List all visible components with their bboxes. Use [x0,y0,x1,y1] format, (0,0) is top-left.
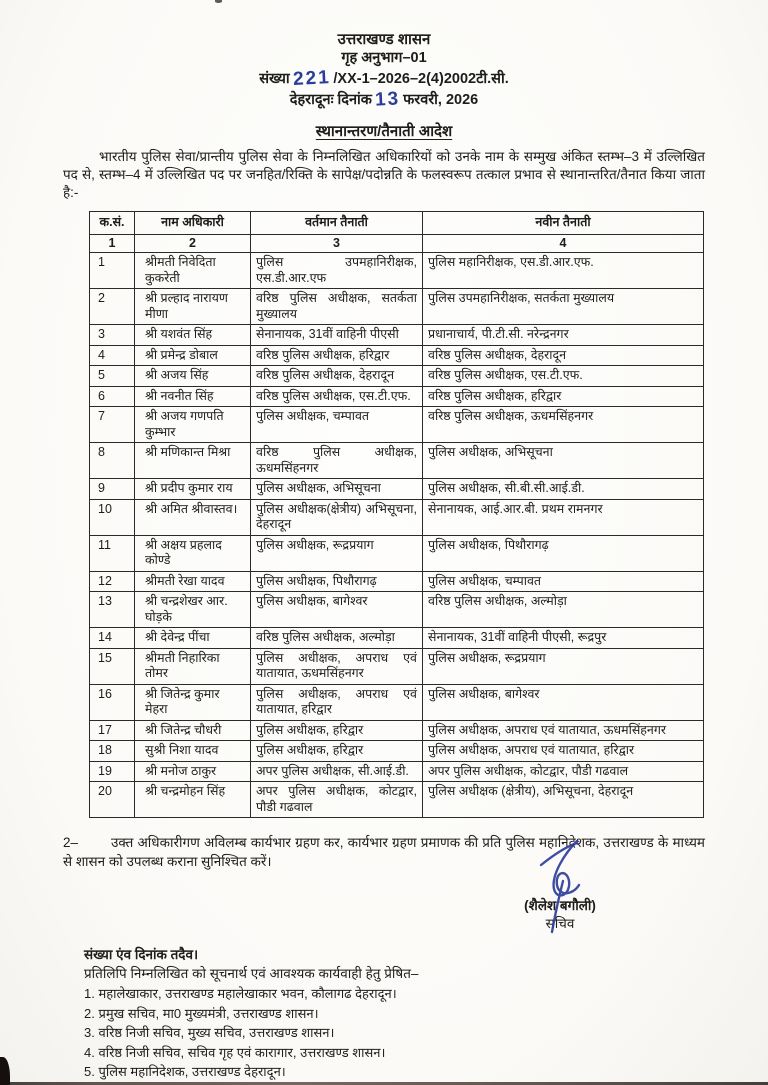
cell-serial-number: 6 [90,386,135,407]
cell-officer-name: श्री जितेन्द्र कुमार मेहरा [135,684,251,720]
cell-serial-number: 17 [90,720,135,741]
signature-block [475,897,645,933]
column-number-3: 3 [251,234,423,253]
copy-item-text: वरिष्ठ निजी सचिव, मुख्य सचिव, उत्तराखण्ड शासन। [98,1025,335,1040]
date-rest: फरवरी, 2026 [403,92,479,108]
cell-new-posting: पुलिस अधीक्षक, रूद्रप्रयाग [423,648,704,684]
cell-new-posting: सेनानायक, आई.आर.बी. प्रथम रामनगर [423,499,704,535]
cell-new-posting: पुलिस अधीक्षक, अपराध एवं यातायात, हरिद्वार [423,741,704,762]
cell-officer-name: श्री अक्षय प्रहलाद कोण्डे [135,535,251,571]
table-row [90,289,704,325]
cell-serial-number: 11 [90,535,135,571]
cell-officer-name: श्रीमती रेखा यादव [135,571,251,592]
cell-officer-name: श्री यशवंत सिंह [135,325,251,346]
cell-officer-name: श्री प्रमेन्द्र डोबाल [135,345,251,366]
header-serial-number: क.सं. [90,212,135,235]
cell-new-posting: पुलिस अधीक्षक, पिथौरागढ़ [423,535,704,571]
cell-officer-name: श्री चन्द्रमोहन सिंह [135,782,251,818]
copy-item-number: 4. [84,1044,95,1060]
copy-item-number: 1. [84,986,95,1001]
cell-officer-name: श्री मणिकान्त मिश्रा [135,443,251,479]
header-current-posting: वर्तमान तैनाती [251,212,423,235]
ref-number-line [63,68,705,89]
cell-new-posting: पुलिस अधीक्षक, अपराध एवं यातायात, ऊधमसिंहनगर [423,720,704,741]
cell-new-posting: पुलिस अधीक्षक (क्षेत्रीय), अभिसूचना, देहरादून [423,782,704,818]
cell-current-posting: पुलिस अधीक्षक, हरिद्वार [251,720,423,741]
table-row [90,592,704,628]
cell-officer-name: श्री प्रदीप कुमार राय [135,479,251,500]
copy-heading: प्रतिलिपि निम्नलिखित को सूचनार्थ एवं आवश्यक कार्यवाही हेतु प्रेषित– [84,966,419,981]
cell-current-posting: पुलिस अधीक्षक, रूद्रप्रयाग [251,535,423,571]
cell-officer-name: श्री अजय सिंह [135,366,251,387]
cell-new-posting: पुलिस अधीक्षक, अभिसूचना [423,443,704,479]
cell-new-posting: पुलिस अधीक्षक, सी.बी.सी.आई.डी. [423,479,704,500]
cell-new-posting: सेनानायक, 31वीं वाहिनी पीएसी, रूद्रपुर [423,628,704,649]
cell-new-posting: वरिष्ठ पुलिस अधीक्षक, ऊधमसिंहनगर [423,407,704,443]
table-row [90,571,704,592]
cell-current-posting: पुलिस अधीक्षक, अपराध एवं यातायात, हरिद्वार [251,684,423,720]
cell-current-posting: पुलिस अधीक्षक, बागेश्वर [251,592,423,628]
copy-item [84,1004,705,1024]
table-row [90,499,704,535]
table-row [90,761,704,782]
scan-artifact-top-mark [215,0,222,3]
cell-serial-number: 10 [90,499,135,535]
cell-current-posting: सेनानायक, 31वीं वाहिनी पीएसी [251,325,423,346]
cell-new-posting: पुलिस उपमहानिरीक्षक, सतर्कता मुख्यालय [423,289,704,325]
cell-officer-name: श्री चन्द्रशेखर आर. घोड़के [135,592,251,628]
copy-list [84,984,705,1082]
cell-officer-name: श्री मनोज ठाकुर [135,761,251,782]
copy-item-number: 3. [84,1025,95,1040]
cell-officer-name: सुश्री निशा यादव [135,741,251,762]
cell-current-posting: पुलिस उपमहानिरीक्षक, एस.डी.आर.एफ [251,253,423,289]
table-row [90,741,704,762]
column-number-2: 2 [135,234,251,253]
copy-item-number: 5. [84,1064,95,1079]
cell-new-posting: पुलिस महानिरीक्षक, एस.डी.आर.एफ. [423,253,704,289]
place-date-line [63,89,705,110]
section-name: गृह अनुभाग–01 [341,50,427,66]
table-row [90,407,704,443]
table-row [90,325,704,346]
header-new-posting: नवीन तैनाती [423,212,704,235]
header-officer-name: नाम अधिकारी [135,212,251,235]
table-row [90,386,704,407]
order-title: स्थानान्तरण/तैनाती आदेश [315,123,453,140]
cell-current-posting: वरिष्ठ पुलिस अधीक्षक, देहरादून [251,366,423,387]
cell-officer-name: श्री नवनीत सिंह [135,386,251,407]
handwritten-date: 13 [374,88,401,111]
copy-item-text: महालेखाकार, उत्तराखण्ड महालेखाकार भवन, कौलागढ देहरादून। [98,986,397,1001]
table-row [90,253,704,289]
cell-officer-name: श्रीमती निवेदिता कुकरेती [135,253,251,289]
copy-item [84,1023,705,1043]
copy-item [84,1043,705,1063]
cell-new-posting: पुलिस अधीक्षक, बागेश्वर [423,684,704,720]
cell-serial-number: 14 [90,628,135,649]
scan-artifact-corner-blob [0,1057,10,1085]
copy-item-number: 2. [84,1005,95,1021]
cell-current-posting: अपर पुलिस अधीक्षक, कोटद्वार, पौडी गढवाल [251,782,423,818]
cell-current-posting: वरिष्ठ पुलिस अधीक्षक, अल्मोड़ा [251,628,423,649]
cell-serial-number: 3 [90,325,135,346]
ref-number-prefix: संख्या [259,71,290,87]
table-header-row [90,212,704,235]
cell-officer-name: श्री देवेन्द्र पींचा [135,628,251,649]
cell-new-posting: वरिष्ठ पुलिस अधीक्षक, हरिद्वार [423,386,704,407]
table-row [90,366,704,387]
cell-serial-number: 15 [90,648,135,684]
cell-serial-number: 13 [90,592,135,628]
cell-serial-number: 4 [90,345,135,366]
compliance-paragraph [63,833,705,871]
cell-current-posting: पुलिस अधीक्षक, अभिसूचना [251,479,423,500]
cell-new-posting: प्रधानाचार्य, पी.टी.सी. नरेन्द्रनगर [423,325,704,346]
cell-serial-number: 1 [90,253,135,289]
cell-current-posting: वरिष्ठ पुलिस अधीक्षक, हरिद्वार [251,345,423,366]
transfer-table [89,211,704,818]
column-number-4: 4 [423,234,704,253]
cell-current-posting: पुलिस अधीक्षक(क्षेत्रीय) अभिसूचना, देहरादून [251,499,423,535]
cell-current-posting: पुलिस अधीक्षक, हरिद्वार [251,741,423,762]
cell-current-posting: वरिष्ठ पुलिस अधीक्षक, एस.टी.एफ. [251,386,423,407]
cell-serial-number: 20 [90,782,135,818]
copy-item-text: प्रमुख सचिव, मा0 मुख्यमंत्री, उत्तराखण्ड शासन। [98,1005,319,1021]
cell-officer-name: श्री अजय गणपति कुम्भार [135,407,251,443]
column-number-1: 1 [90,234,135,253]
cell-serial-number: 18 [90,741,135,762]
cell-current-posting: पुलिस अधीक्षक, पिथौरागढ़ [251,571,423,592]
ref-number-rest: /XX-1–2026–2(4)2002टी.सी. [333,71,509,87]
cell-current-posting: वरिष्ठ पुलिस अधीक्षक, सतर्कता मुख्यालय [251,289,423,325]
cell-current-posting: वरिष्ठ पुलिस अधीक्षक, ऊधमसिंहनगर [251,443,423,479]
table-row [90,720,704,741]
paragraph-number: 2– [63,835,79,850]
signatory-name: (शैलेश बगौली) [524,898,596,913]
cell-new-posting: वरिष्ठ पुलिस अधीक्षक, एस.टी.एफ. [423,366,704,387]
signatory-title: सचिव [545,916,575,931]
cell-serial-number: 5 [90,366,135,387]
ref-same-line: संख्या एंव दिनांक तदैव। [84,947,199,962]
cell-current-posting: पुलिस अधीक्षक, अपराध एवं यातायात, ऊधमसिंहनगर [251,648,423,684]
table-row [90,782,704,818]
copy-item [84,1062,705,1082]
column-number-row [90,234,704,253]
table-row [90,345,704,366]
copy-item-text: वरिष्ठ निजी सचिव, सचिव गृह एवं कारागार, उत्तराखण्ड शासन। [98,1044,386,1060]
cell-officer-name: श्रीमती निहारिका तोमर [135,648,251,684]
cell-serial-number: 19 [90,761,135,782]
cell-current-posting: पुलिस अधीक्षक, चम्पावत [251,407,423,443]
cell-new-posting: वरिष्ठ पुलिस अधीक्षक, देहरादून [423,345,704,366]
table-row [90,684,704,720]
cell-officer-name: श्री अमित श्रीवास्तव। [135,499,251,535]
table-row [90,648,704,684]
compliance-text: उक्त अधिकारीगण अविलम्ब कार्यभार ग्रहण कर, कार्यभार ग्रहण प्रमाणक की प्रति पुलिस महानिदेशक, उत्तराखण्ड के माध्यम से शासन को उपलब्ध कराना सुनिश्चित करें। [63,835,705,869]
cell-officer-name: श्री जितेन्द्र चौधरी [135,720,251,741]
cell-serial-number: 9 [90,479,135,500]
place-date-prefix: देहरादूनः दिनांक [289,92,372,108]
cell-serial-number: 8 [90,443,135,479]
government-name: उत्तराखण्ड शासन [337,31,431,48]
handwritten-ref-number: 221 [292,67,331,90]
cell-current-posting: अपर पुलिस अधीक्षक, सी.आई.डी. [251,761,423,782]
cell-new-posting: पुलिस अधीक्षक, चम्पावत [423,571,704,592]
cell-serial-number: 2 [90,289,135,325]
table-row [90,443,704,479]
cell-serial-number: 16 [90,684,135,720]
cell-serial-number: 7 [90,407,135,443]
table-row [90,535,704,571]
table-row [90,628,704,649]
copy-item [84,984,705,1004]
table-row [90,479,704,500]
copy-item-text: पुलिस महानिदेशक, उत्तराखण्ड देहरादून। [98,1064,286,1079]
cell-new-posting: वरिष्ठ पुलिस अधीक्षक, अल्मोड़ा [423,592,704,628]
cell-serial-number: 12 [90,571,135,592]
cell-officer-name: श्री प्रल्हाद नारायण मीणा [135,289,251,325]
intro-paragraph: भारतीय पुलिस सेवा/प्रान्तीय पुलिस सेवा के निम्नलिखित अधिकारियों को उनके नाम के सम्मुख अंकित स्तम्भ–3 में उल्लिखित पद से, स्तम्भ–4 में उल्लिखित पद पर जनहित/रिक्ति के सापेक्ष/पदोन्नति के फलस्वरूप तत्काल प्रभाव से स्थानान्तरित/तैनात किया जाता है:- [63,149,705,200]
cell-new-posting: अपर पुलिस अधीक्षक, कोटद्वार, पौडी गढवाल [423,761,704,782]
